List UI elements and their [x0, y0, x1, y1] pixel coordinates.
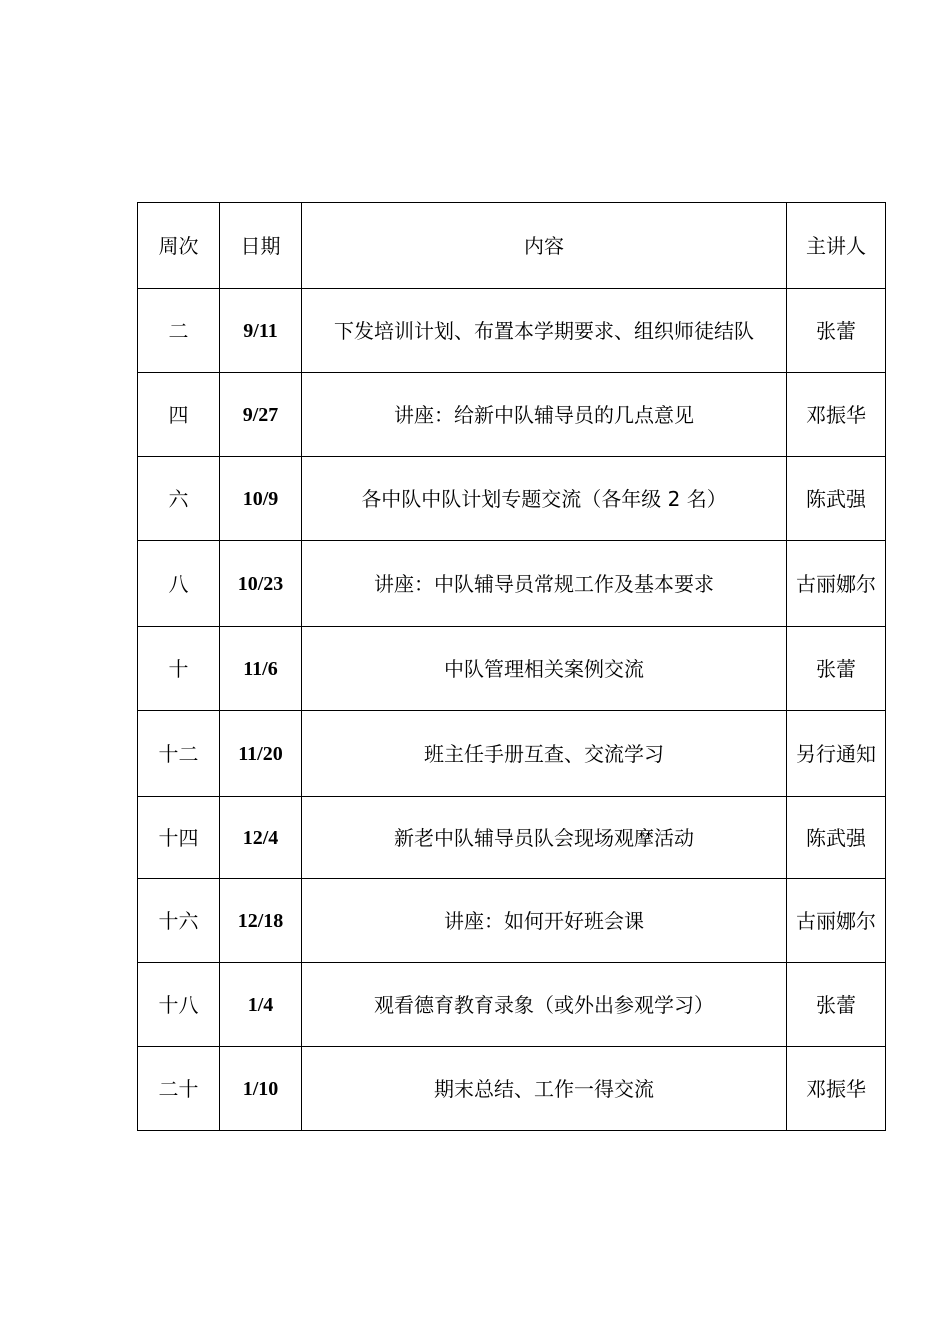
cell-content: 讲座：如何开好班会课: [302, 879, 787, 963]
cell-content: 讲座：中队辅导员常规工作及基本要求: [302, 541, 787, 627]
cell-date: 10/23: [220, 541, 302, 627]
cell-week: 二: [138, 289, 220, 373]
cell-content: 讲座：给新中队辅导员的几点意见: [302, 373, 787, 457]
cell-content: 期末总结、工作一得交流: [302, 1047, 787, 1131]
table-row: [138, 457, 886, 541]
cell-speaker: 另行通知: [787, 711, 886, 797]
cell-speaker: 张蕾: [787, 963, 886, 1047]
cell-week: 十六: [138, 879, 220, 963]
cell-date: 9/11: [220, 289, 302, 373]
cell-date: 1/10: [220, 1047, 302, 1131]
table-row: [138, 627, 886, 711]
cell-week: 八: [138, 541, 220, 627]
cell-speaker: 陈武强: [787, 457, 886, 541]
table-row: [138, 797, 886, 879]
cell-week: 六: [138, 457, 220, 541]
cell-date: 1/4: [220, 963, 302, 1047]
table-row: [138, 879, 886, 963]
table-row: [138, 289, 886, 373]
cell-date: 12/18: [220, 879, 302, 963]
cell-content: 各中队中队计划专题交流（各年级 2 名）: [302, 457, 787, 541]
cell-week: 十八: [138, 963, 220, 1047]
cell-date: 10/9: [220, 457, 302, 541]
cell-speaker: 陈武强: [787, 797, 886, 879]
cell-speaker: 邓振华: [787, 1047, 886, 1131]
cell-week: 十二: [138, 711, 220, 797]
cell-date: 12/4: [220, 797, 302, 879]
table-row: [138, 963, 886, 1047]
table-row: [138, 373, 886, 457]
header-content: 内容: [302, 203, 787, 289]
header-speaker: 主讲人: [787, 203, 886, 289]
cell-date: 11/6: [220, 627, 302, 711]
header-week: 周次: [138, 203, 220, 289]
cell-content: 中队管理相关案例交流: [302, 627, 787, 711]
cell-speaker: 张蕾: [787, 627, 886, 711]
training-schedule-table: [137, 202, 886, 1131]
cell-content: 下发培训计划、布置本学期要求、组织师徒结队: [302, 289, 787, 373]
table-row: [138, 541, 886, 627]
cell-week: 二十: [138, 1047, 220, 1131]
table-row: [138, 711, 886, 797]
table-header-row: [138, 203, 886, 289]
header-date: 日期: [220, 203, 302, 289]
cell-date: 9/27: [220, 373, 302, 457]
cell-week: 十: [138, 627, 220, 711]
cell-speaker: 古丽娜尔: [787, 541, 886, 627]
cell-week: 十四: [138, 797, 220, 879]
cell-content: 新老中队辅导员队会现场观摩活动: [302, 797, 787, 879]
cell-speaker: 邓振华: [787, 373, 886, 457]
cell-date: 11/20: [220, 711, 302, 797]
cell-content: 班主任手册互查、交流学习: [302, 711, 787, 797]
cell-speaker: 古丽娜尔: [787, 879, 886, 963]
cell-content: 观看德育教育录象（或外出参观学习）: [302, 963, 787, 1047]
cell-week: 四: [138, 373, 220, 457]
cell-speaker: 张蕾: [787, 289, 886, 373]
table-row: [138, 1047, 886, 1131]
